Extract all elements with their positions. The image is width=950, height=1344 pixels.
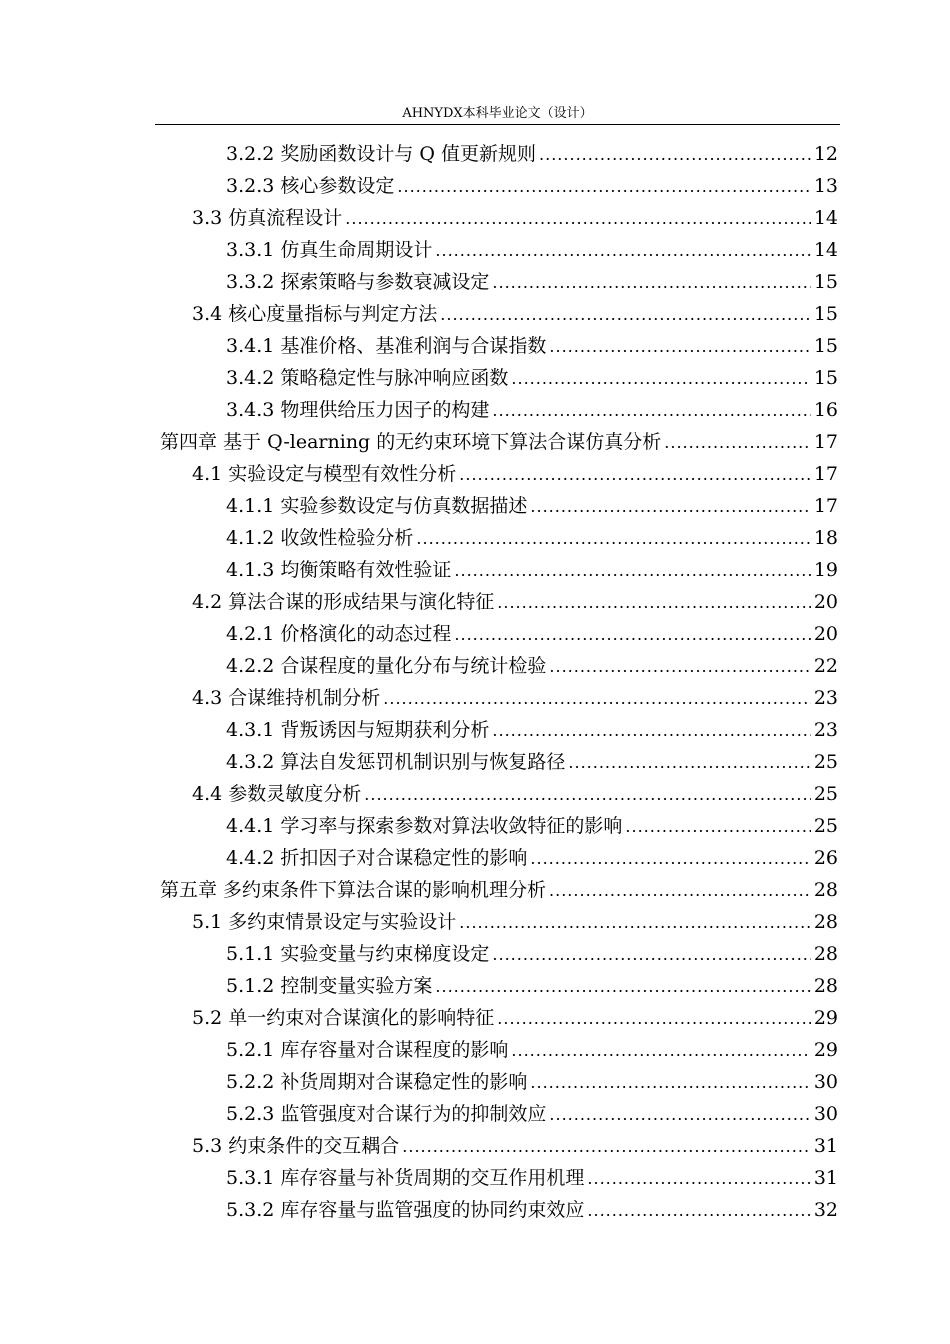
toc-leader-dots — [492, 939, 810, 971]
toc-entry-page: 14 — [813, 239, 838, 261]
toc-leader-dots — [549, 1099, 810, 1131]
toc-leader-dots — [435, 235, 810, 267]
toc-entry[interactable] — [192, 458, 838, 490]
toc-entry-page: 23 — [813, 719, 838, 741]
toc-leader-dots — [492, 395, 810, 427]
toc-entry-page: 19 — [813, 559, 838, 581]
toc-entry-page: 31 — [813, 1167, 838, 1189]
toc-entry[interactable] — [226, 394, 838, 426]
toc-entry-page: 26 — [813, 847, 838, 869]
toc-entry-page: 28 — [813, 911, 838, 933]
toc-entry-title: 4.1.2 收敛性检验分析 — [226, 527, 414, 549]
toc-entry[interactable] — [160, 874, 838, 906]
toc-entry-title: 5.1 多约束情景设定与实验设计 — [192, 911, 457, 933]
toc-entry[interactable] — [226, 938, 838, 970]
toc-entry[interactable] — [226, 138, 838, 170]
toc-entry-title: 3.4.1 基准价格、基准利润与合谋指数 — [226, 335, 547, 357]
toc-entry-page: 30 — [813, 1103, 838, 1125]
toc-entry-page: 28 — [813, 879, 838, 901]
toc-entry-page: 17 — [813, 463, 838, 485]
toc-leader-dots — [416, 523, 810, 555]
toc-entry-page: 14 — [813, 207, 838, 229]
toc-entry-page: 29 — [813, 1039, 838, 1061]
toc-entry-page: 20 — [813, 623, 838, 645]
toc-leader-dots — [345, 203, 811, 235]
toc-entry-title: 5.2 单一约束对合谋演化的影响特征 — [192, 1007, 495, 1029]
toc-leader-dots — [497, 1003, 811, 1035]
toc-entry[interactable] — [192, 778, 838, 810]
toc-leader-dots — [459, 907, 811, 939]
toc-entry-page: 17 — [813, 495, 838, 517]
toc-leader-dots — [454, 555, 810, 587]
toc-entry[interactable] — [226, 970, 838, 1002]
toc-entry-page: 20 — [813, 591, 838, 613]
toc-leader-dots — [549, 331, 810, 363]
toc-entry-title: 第五章 多约束条件下算法合谋的影响机理分析 — [160, 879, 547, 901]
toc-entry[interactable] — [226, 1098, 838, 1130]
toc-leader-dots — [492, 715, 810, 747]
toc-entry[interactable] — [226, 362, 838, 394]
toc-entry[interactable] — [226, 650, 838, 682]
toc-entry-title: 3.4 核心度量指标与判定方法 — [192, 303, 438, 325]
toc-entry-page: 25 — [813, 751, 838, 773]
toc-entry-title: 3.3.1 仿真生命周期设计 — [226, 239, 433, 261]
toc-entry-title: 5.2.2 补货周期对合谋稳定性的影响 — [226, 1071, 528, 1093]
toc-entry-page: 15 — [813, 335, 838, 357]
toc-entry-title: 5.3.2 库存容量与监管强度的协同约束效应 — [226, 1199, 585, 1221]
toc-entry[interactable] — [226, 170, 838, 202]
toc-entry[interactable] — [226, 522, 838, 554]
toc-leader-dots — [397, 171, 810, 203]
toc-entry-title: 4.2.1 价格演化的动态过程 — [226, 623, 452, 645]
toc-leader-dots — [511, 1035, 810, 1067]
toc-entry-page: 25 — [813, 815, 838, 837]
toc-leader-dots — [530, 1067, 810, 1099]
toc-entry-title: 4.3.2 算法自发惩罚机制识别与恢复路径 — [226, 751, 566, 773]
toc-entry[interactable] — [192, 586, 838, 618]
toc-entry[interactable] — [226, 490, 838, 522]
toc-entry-page: 29 — [813, 1007, 838, 1029]
toc-entry-title: 3.4.3 物理供给压力因子的构建 — [226, 399, 490, 421]
toc-leader-dots — [587, 1195, 810, 1227]
toc-entry-title: 3.4.2 策略稳定性与脉冲响应函数 — [226, 367, 509, 389]
toc-entry-page: 18 — [813, 527, 838, 549]
toc-entry-page: 22 — [813, 655, 838, 677]
toc-entry[interactable] — [192, 298, 838, 330]
toc-leader-dots — [530, 491, 810, 523]
toc-entry-title: 4.1.3 均衡策略有效性验证 — [226, 559, 452, 581]
toc-entry-title: 5.3.1 库存容量与补货周期的交互作用机理 — [226, 1167, 585, 1189]
toc-entry[interactable] — [192, 682, 838, 714]
toc-entry-page: 31 — [813, 1135, 838, 1157]
toc-leader-dots — [459, 459, 811, 491]
toc-entry-page: 16 — [813, 399, 838, 421]
toc-entry-page: 30 — [813, 1071, 838, 1093]
toc-leader-dots — [568, 747, 810, 779]
toc-entry[interactable] — [226, 554, 838, 586]
toc-leader-dots — [383, 683, 811, 715]
toc-entry-page: 13 — [813, 175, 838, 197]
toc-entry[interactable] — [226, 1066, 838, 1098]
toc-entry-title: 5.1.2 控制变量实验方案 — [226, 975, 433, 997]
toc-leader-dots — [549, 875, 811, 907]
toc-entry-page: 15 — [813, 367, 838, 389]
toc-entry-title: 3.2.3 核心参数设定 — [226, 175, 395, 197]
toc-entry[interactable] — [226, 1162, 838, 1194]
header-rule — [155, 124, 840, 125]
toc-entry[interactable] — [226, 746, 838, 778]
toc-entry[interactable] — [226, 714, 838, 746]
toc-entry-page: 15 — [813, 303, 838, 325]
toc-entry-title: 4.4.2 折扣因子对合谋稳定性的影响 — [226, 847, 528, 869]
toc-entry[interactable] — [192, 202, 838, 234]
toc-entry-title: 3.3.2 探索策略与参数衰减设定 — [226, 271, 490, 293]
toc-leader-dots — [492, 267, 810, 299]
toc-entry-page: 17 — [813, 431, 838, 453]
toc-entry-title: 4.1.1 实验参数设定与仿真数据描述 — [226, 495, 528, 517]
toc-entry-title: 3.2.2 奖励函数设计与 Q 值更新规则 — [226, 143, 537, 165]
toc-leader-dots — [497, 587, 811, 619]
toc-entry-title: 第四章 基于 Q-learning 的无约束环境下算法合谋仿真分析 — [160, 431, 662, 453]
toc-leader-dots — [440, 299, 811, 331]
toc-entry[interactable] — [192, 906, 838, 938]
toc-entry-page: 25 — [813, 783, 838, 805]
toc-entry[interactable] — [226, 330, 838, 362]
toc-leader-dots — [664, 427, 811, 459]
toc-entry-title: 4.4 参数灵敏度分析 — [192, 783, 362, 805]
toc-entry-page: 32 — [813, 1199, 838, 1221]
toc-entry-title: 5.2.3 监管强度对合谋行为的抑制效应 — [226, 1103, 547, 1125]
toc-entry[interactable] — [226, 1034, 838, 1066]
toc-entry-title: 5.3 约束条件的交互耦合 — [192, 1135, 400, 1157]
toc-entry-page: 23 — [813, 687, 838, 709]
toc-entry-page: 28 — [813, 943, 838, 965]
toc-entry[interactable] — [226, 234, 838, 266]
toc-leader-dots — [435, 971, 810, 1003]
toc-leader-dots — [454, 619, 810, 651]
toc-entry[interactable] — [160, 426, 838, 458]
toc-entry[interactable] — [226, 842, 838, 874]
toc-leader-dots — [625, 811, 810, 843]
toc-entry[interactable] — [226, 1194, 838, 1226]
toc-leader-dots — [539, 139, 811, 171]
toc-entry[interactable] — [226, 266, 838, 298]
toc-entry-title: 4.3.1 背叛诱因与短期获利分析 — [226, 719, 490, 741]
toc-leader-dots — [402, 1131, 811, 1163]
toc-leader-dots — [549, 651, 810, 683]
toc-entry-page: 15 — [813, 271, 838, 293]
toc-entry[interactable] — [192, 1130, 838, 1162]
toc-entry-title: 5.2.1 库存容量对合谋程度的影响 — [226, 1039, 509, 1061]
toc-entry-title: 3.3 仿真流程设计 — [192, 207, 343, 229]
toc-entry[interactable] — [192, 1002, 838, 1034]
header-title: AHNYDX本科毕业论文（设计） — [402, 106, 593, 121]
toc-entry[interactable] — [226, 810, 838, 842]
toc-leader-dots — [587, 1163, 810, 1195]
toc-entry-title: 4.3 合谋维持机制分析 — [192, 687, 381, 709]
toc-entry-title: 4.2 算法合谋的形成结果与演化特征 — [192, 591, 495, 613]
toc-entry-title: 5.1.1 实验变量与约束梯度设定 — [226, 943, 490, 965]
toc-entry-title: 4.4.1 学习率与探索参数对算法收敛特征的影响 — [226, 815, 623, 837]
toc-leader-dots — [511, 363, 810, 395]
toc-leader-dots — [364, 779, 811, 811]
toc-entry[interactable] — [226, 618, 838, 650]
page-header — [155, 104, 840, 124]
toc-entry-title: 4.2.2 合谋程度的量化分布与统计检验 — [226, 655, 547, 677]
toc-leader-dots — [530, 843, 810, 875]
toc-entry-page: 28 — [813, 975, 838, 997]
toc-entry-page: 12 — [813, 143, 838, 165]
toc-entry-title: 4.1 实验设定与模型有效性分析 — [192, 463, 457, 485]
